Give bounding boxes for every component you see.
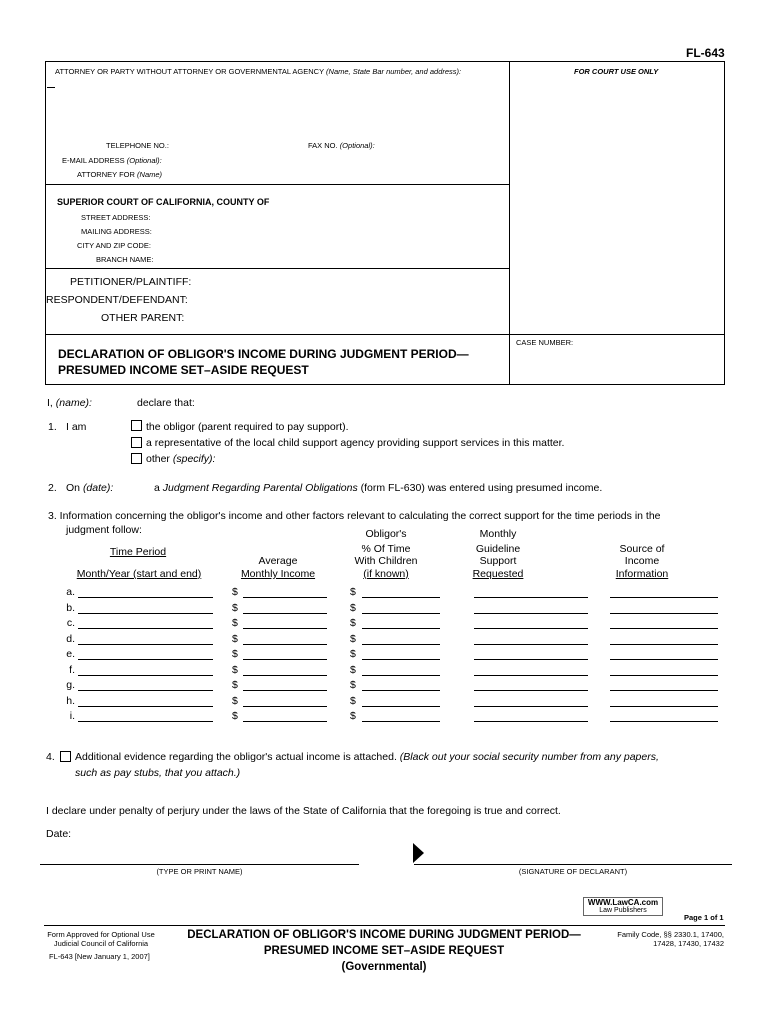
dollar-sign: $ xyxy=(232,695,238,707)
guideline-support-field[interactable] xyxy=(474,709,588,722)
item1-iam: I am xyxy=(66,421,87,433)
item2-text: a Judgment Regarding Parental Obligations (form FL-630) was entered using presumed income. xyxy=(154,482,603,494)
form-approved: Form Approved for Optional Use xyxy=(47,930,155,939)
col-header-monthly: Monthly xyxy=(479,528,517,540)
time-period-field[interactable] xyxy=(78,616,213,629)
percent-time-field[interactable] xyxy=(362,694,440,707)
col-header-income: Income xyxy=(624,555,660,567)
time-period-field[interactable] xyxy=(78,601,213,614)
footer-rule xyxy=(44,925,725,926)
dollar-sign: $ xyxy=(350,695,356,707)
court-bottom-border xyxy=(45,268,510,269)
average-monthly-income-field[interactable] xyxy=(243,585,327,598)
col-header-information: Information xyxy=(615,568,669,580)
row-letter: d. xyxy=(66,633,75,645)
dollar-sign: $ xyxy=(232,679,238,691)
form-revision-date: FL-643 [New January 1, 2007] xyxy=(49,952,150,961)
row-letter: a. xyxy=(66,586,75,598)
publisher-stamp xyxy=(583,897,663,916)
stamp-publisher: Law Publishers xyxy=(599,907,647,914)
percent-time-field[interactable] xyxy=(362,632,440,645)
row-letter: b. xyxy=(66,602,75,614)
additional-evidence-checkbox[interactable] xyxy=(60,751,71,762)
item4-number: 4. xyxy=(46,751,55,763)
average-monthly-income-field[interactable] xyxy=(243,647,327,660)
attorney-left-border xyxy=(45,61,46,184)
footer-title-line3: (Governmental) xyxy=(341,961,427,973)
col-header-monthly-income: Monthly Income xyxy=(240,568,316,580)
email-label: E-MAIL ADDRESS (Optional): xyxy=(62,156,162,165)
street-address-label: STREET ADDRESS: xyxy=(81,213,151,222)
row-letter: h. xyxy=(66,695,75,707)
col-header-requested: Requested xyxy=(472,568,524,580)
court-heading: SUPERIOR COURT OF CALIFORNIA, COUNTY OF xyxy=(57,197,270,207)
dollar-sign: $ xyxy=(350,648,356,660)
dollar-sign: $ xyxy=(350,617,356,629)
dash-mark xyxy=(47,87,55,88)
time-period-field[interactable] xyxy=(78,663,213,676)
petitioner-label: PETITIONER/PLAINTIFF: xyxy=(70,276,192,288)
type-print-name-label: (TYPE OR PRINT NAME) xyxy=(156,867,243,876)
percent-time-field[interactable] xyxy=(362,601,440,614)
respondent-label: RESPONDENT/DEFENDANT: xyxy=(46,294,188,306)
source-of-income-field[interactable] xyxy=(610,694,718,707)
col-header-time-period: Time Period xyxy=(109,546,167,558)
obligor-option-label: the obligor (parent required to pay support). xyxy=(146,421,349,433)
obligor-checkbox[interactable] xyxy=(131,420,142,431)
dollar-sign: $ xyxy=(350,633,356,645)
attorney-bottom-border xyxy=(45,184,510,185)
col-header-with-children: With Children xyxy=(354,555,418,567)
col-header-support: Support xyxy=(479,555,517,567)
percent-time-field[interactable] xyxy=(362,616,440,629)
caption-divider xyxy=(509,61,510,384)
attorney-for-label: ATTORNEY FOR (Name) xyxy=(77,170,163,179)
percent-time-field[interactable] xyxy=(362,647,440,660)
parties-bottom-border xyxy=(45,334,725,335)
item2-on-date: On (date): xyxy=(66,482,114,494)
declare-that: declare that: xyxy=(137,397,195,409)
other-option-label: other (specify): xyxy=(146,453,216,465)
caption-right-border xyxy=(724,61,725,384)
signature-label: (SIGNATURE OF DECLARANT) xyxy=(518,867,628,876)
col-header-obligors: Obligor's xyxy=(365,528,407,540)
fax-label: FAX NO. (Optional): xyxy=(308,141,375,150)
footer-title-line1: DECLARATION OF OBLIGOR'S INCOME DURING JUDGMENT PERIOD— xyxy=(187,929,581,941)
form-title-line1: DECLARATION OF OBLIGOR'S INCOME DURING JUDGMENT PERIOD— xyxy=(58,347,469,361)
guideline-support-field[interactable] xyxy=(474,694,588,707)
i-name-label: I, (name): xyxy=(47,397,92,409)
form-number: FL-643 xyxy=(686,46,725,60)
guideline-support-field[interactable] xyxy=(474,632,588,645)
dollar-sign: $ xyxy=(232,648,238,660)
col-header-guideline: Guideline xyxy=(475,543,521,555)
time-period-field[interactable] xyxy=(78,647,213,660)
form-title-line2: PRESUMED INCOME SET–ASIDE REQUEST xyxy=(58,363,309,377)
row-letter: i. xyxy=(69,710,75,722)
guideline-support-field[interactable] xyxy=(474,647,588,660)
percent-time-field[interactable] xyxy=(362,709,440,722)
row-letter: c. xyxy=(66,617,75,629)
other-checkbox[interactable] xyxy=(131,453,142,464)
source-of-income-field[interactable] xyxy=(610,678,718,691)
average-monthly-income-field[interactable] xyxy=(243,663,327,676)
perjury-statement: I declare under penalty of perjury under the laws of the State of California that the foregoing is true and correct. xyxy=(46,805,561,817)
page-number: Page 1 of 1 xyxy=(684,913,724,922)
dollar-sign: $ xyxy=(350,586,356,598)
col-header-if-known: (if known) xyxy=(363,568,409,580)
col-header-month-year: Month/Year (start and end) xyxy=(76,568,202,580)
col-header-average: Average xyxy=(258,555,298,567)
dollar-sign: $ xyxy=(232,664,238,676)
dollar-sign: $ xyxy=(232,586,238,598)
percent-time-field[interactable] xyxy=(362,585,440,598)
average-monthly-income-field[interactable] xyxy=(243,694,327,707)
time-period-field[interactable] xyxy=(78,678,213,691)
other-parent-label: OTHER PARENT: xyxy=(101,312,185,324)
percent-time-field[interactable] xyxy=(362,678,440,691)
print-name-line[interactable] xyxy=(40,864,359,865)
city-zip-label: CITY AND ZIP CODE: xyxy=(77,241,151,250)
time-period-field[interactable] xyxy=(78,694,213,707)
dollar-sign: $ xyxy=(350,664,356,676)
item1-number: 1. xyxy=(48,421,57,433)
stamp-website: WWW.LawCA.com xyxy=(587,898,659,907)
caption-bottom-border xyxy=(45,384,725,385)
family-code-ref1: Family Code, §§ 2330.1, 17400, xyxy=(617,930,724,939)
guideline-support-field[interactable] xyxy=(474,585,588,598)
source-of-income-field[interactable] xyxy=(610,647,718,660)
caption-top-border xyxy=(45,61,724,62)
judicial-council: Judicial Council of California xyxy=(53,939,149,948)
agency-option-label: a representative of the local child support agency providing support services in this matter. xyxy=(146,437,565,449)
time-period-field[interactable] xyxy=(78,709,213,722)
percent-time-field[interactable] xyxy=(362,663,440,676)
source-of-income-field[interactable] xyxy=(610,616,718,629)
source-of-income-field[interactable] xyxy=(610,585,718,598)
dollar-sign: $ xyxy=(232,710,238,722)
time-period-field[interactable] xyxy=(78,585,213,598)
telephone-label: TELEPHONE NO.: xyxy=(106,141,169,150)
dollar-sign: $ xyxy=(232,602,238,614)
attorney-label: ATTORNEY OR PARTY WITHOUT ATTORNEY OR GOVERNMENTAL AGENCY (Name, State Bar number, and address): xyxy=(55,67,462,76)
item3-text-line1: 3. Information concerning the obligor's income and other factors relevant to calculating the correct support for the time periods in the xyxy=(48,510,661,522)
dollar-sign: $ xyxy=(350,679,356,691)
dollar-sign: $ xyxy=(350,710,356,722)
row-letter: f. xyxy=(69,664,75,676)
family-code-ref2: 17428, 17430, 17432 xyxy=(653,939,724,948)
row-letter: e. xyxy=(66,648,75,660)
source-of-income-field[interactable] xyxy=(610,663,718,676)
court-use-label: FOR COURT USE ONLY xyxy=(574,67,659,76)
dollar-sign: $ xyxy=(232,617,238,629)
source-of-income-field[interactable] xyxy=(610,709,718,722)
case-number-label: CASE NUMBER: xyxy=(516,338,574,347)
dollar-sign: $ xyxy=(232,633,238,645)
footer-title-line2: PRESUMED INCOME SET–ASIDE REQUEST xyxy=(263,945,505,957)
average-monthly-income-field[interactable] xyxy=(243,632,327,645)
item4-text: Additional evidence regarding the obligor's actual income is attached. (Black out your social security number from any papers, xyxy=(75,751,659,763)
mailing-address-label: MAILING ADDRESS: xyxy=(81,227,152,236)
signature-arrow-icon xyxy=(413,843,425,863)
row-letter: g. xyxy=(66,679,75,691)
source-of-income-field[interactable] xyxy=(610,601,718,614)
dollar-sign: $ xyxy=(350,602,356,614)
guideline-support-field[interactable] xyxy=(474,663,588,676)
court-left-border xyxy=(45,184,46,384)
col-header-source: Source of xyxy=(619,543,665,555)
item2-number: 2. xyxy=(48,482,57,494)
item4-text-line2: such as pay stubs, that you attach.) xyxy=(75,767,241,779)
source-of-income-field[interactable] xyxy=(610,632,718,645)
average-monthly-income-field[interactable] xyxy=(243,678,327,691)
time-period-field[interactable] xyxy=(78,632,213,645)
col-header-pct: % Of Time xyxy=(361,543,411,555)
average-monthly-income-field[interactable] xyxy=(243,601,327,614)
date-label: Date: xyxy=(46,828,72,840)
guideline-support-field[interactable] xyxy=(474,616,588,629)
signature-line[interactable] xyxy=(414,864,732,865)
item3-text-line2: judgment follow: xyxy=(66,524,142,536)
guideline-support-field[interactable] xyxy=(474,678,588,691)
average-monthly-income-field[interactable] xyxy=(243,709,327,722)
branch-name-label: BRANCH NAME: xyxy=(96,255,154,264)
average-monthly-income-field[interactable] xyxy=(243,616,327,629)
guideline-support-field[interactable] xyxy=(474,601,588,614)
agency-representative-checkbox[interactable] xyxy=(131,437,142,448)
